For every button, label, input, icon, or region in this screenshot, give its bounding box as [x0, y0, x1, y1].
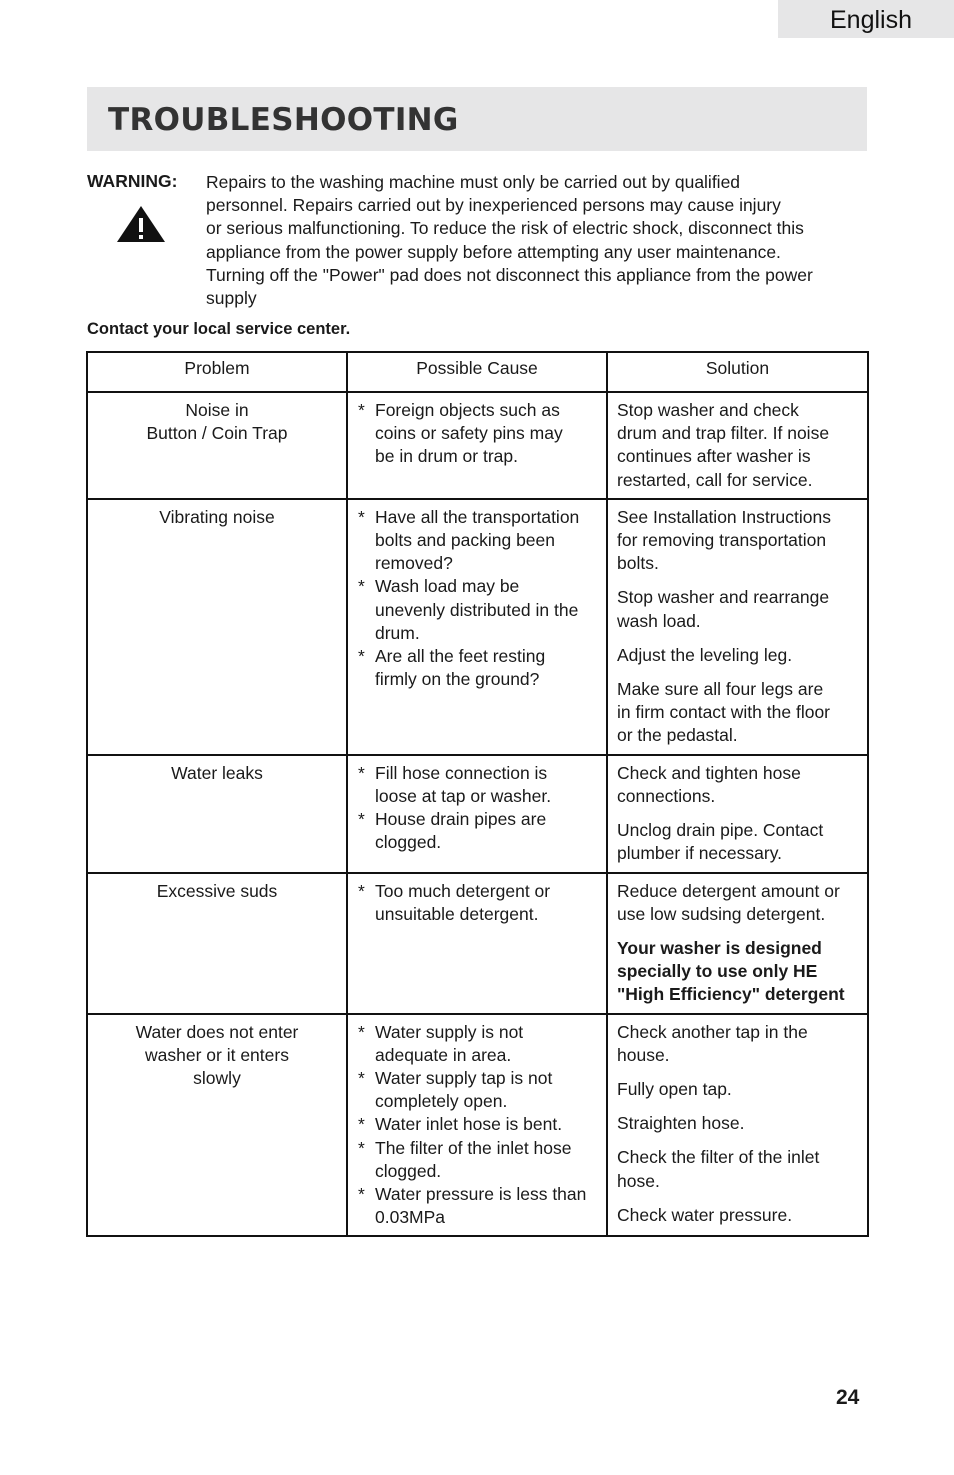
cause-text: Have all the transportation bolts and packing been removed?: [375, 506, 580, 574]
solution-item: Your washer is designed specially to use only HE "High Efficiency" detergent: [617, 938, 845, 1005]
solution-item: Stop washer and check drum and trap filter. If noise continues after washer is restarted, call for service.: [617, 400, 830, 490]
table-row: [87, 499, 868, 755]
solution-item: Check the filter of the inlet hose.: [617, 1147, 820, 1191]
cause-text: Water supply is not adequate in area.: [375, 1021, 524, 1065]
solution-item: Check and tighten hose connections.: [617, 762, 801, 807]
solution-item: Check another tap in the house.: [617, 1021, 808, 1065]
problem-cell: Vibrating noise: [87, 499, 347, 755]
header-problem: Problem: [87, 352, 347, 392]
problem-cell: Noise in Button / Coin Trap: [87, 392, 347, 499]
header-possible-cause: Possible Cause: [347, 352, 607, 392]
solution-cell: [607, 499, 868, 755]
page-number: 24: [836, 1386, 860, 1409]
cause-text: The filter of the inlet hose clogged.: [375, 1137, 572, 1181]
cause-item: [358, 1113, 600, 1136]
bullet-asterisk: *: [358, 1068, 365, 1089]
solution-item: Check water pressure.: [617, 1204, 793, 1225]
problem-cell: Water leaks: [87, 755, 347, 873]
cause-item: [358, 575, 600, 645]
bullet-asterisk: *: [358, 400, 365, 420]
solution-item: Make sure all four legs are in firm contact with the floor or the pedastal.: [617, 679, 830, 746]
cause-item: [358, 1183, 600, 1229]
table-row: [87, 392, 868, 499]
cause-item: [358, 399, 600, 469]
cause-text: Foreign objects such as coins or safety pins may be in drum or trap.: [375, 400, 563, 467]
solution-cell: [607, 873, 868, 1014]
cause-text: Too much detergent or unsuitable detergent.: [375, 880, 551, 924]
problem-cell: Excessive suds: [87, 873, 347, 1014]
solution-cell: [607, 1014, 868, 1237]
cause-item: [358, 762, 600, 808]
header-solution: Solution: [607, 352, 868, 392]
bullet-asterisk: *: [358, 506, 365, 527]
bullet-asterisk: *: [358, 646, 365, 667]
table-row: [87, 873, 868, 1014]
table-row: [87, 1014, 868, 1237]
cause-item: [358, 1067, 600, 1113]
solution-cell: [607, 755, 868, 873]
troubleshooting-table: [86, 351, 869, 1237]
contact-note: Contact your local service center.: [87, 320, 351, 338]
cause-text: Water pressure is less than 0.03MPa: [375, 1184, 587, 1228]
language-tab: English: [778, 0, 954, 38]
solution-item: Stop washer and rearrange wash load.: [617, 587, 830, 631]
bullet-asterisk: *: [358, 762, 365, 783]
cause-text: House drain pipes are clogged.: [375, 809, 547, 853]
problem-cell: Water does not enter washer or it enters slowly: [87, 1014, 347, 1237]
table-header-row: [87, 352, 868, 392]
cause-item: [358, 506, 600, 576]
title-bar: [87, 87, 867, 151]
cause-item: [358, 1137, 600, 1183]
bullet-asterisk: *: [358, 880, 365, 901]
cause-text: Water inlet hose is bent.: [375, 1114, 563, 1135]
bullet-asterisk: *: [358, 1114, 365, 1135]
cause-text: Wash load may be unevenly distributed in the drum.: [375, 576, 579, 643]
cause-cell: [347, 499, 607, 755]
cause-cell: [347, 392, 607, 499]
solution-item: Straighten hose.: [617, 1113, 745, 1134]
cause-cell: [347, 755, 607, 873]
bullet-asterisk: *: [358, 1137, 365, 1158]
bullet-asterisk: *: [358, 1021, 365, 1042]
cause-text: Fill hose connection is loose at tap or washer.: [375, 762, 552, 807]
solution-item: See Installation Instructions for removing transportation bolts.: [617, 506, 832, 574]
bullet-asterisk: *: [358, 1184, 365, 1205]
page-title: TROUBLESHOOTING: [108, 102, 459, 138]
cause-text: Water supply tap is not completely open.: [375, 1068, 553, 1112]
table-body: [87, 392, 868, 1236]
solution-item: Reduce detergent amount or use low sudsing detergent.: [617, 880, 840, 924]
cause-text: Are all the feet resting firmly on the ground?: [375, 646, 546, 690]
warning-triangle-icon: [116, 205, 166, 243]
warning-text: Repairs to the washing machine must only be carried out by qualified personnel. Repairs carried out by inexperienced persons may cause injury or serious malfunctioning. To reduce the risk of electric shock, disconnect this appliance from the power supply before attempting any user maintenance. Turning off the "Power" pad does not disconnect this appliance from the power supply: [206, 172, 813, 309]
bullet-asterisk: *: [358, 809, 365, 830]
warning-label: WARNING:: [87, 171, 178, 191]
solution-cell: [607, 392, 868, 499]
cause-item: [358, 808, 600, 854]
solution-item: Unclog drain pipe. Contact plumber if necessary.: [617, 820, 824, 864]
solution-item: Fully open tap.: [617, 1079, 732, 1100]
cause-item: [358, 1021, 600, 1067]
cause-cell: [347, 1014, 607, 1237]
solution-item: Adjust the leveling leg.: [617, 644, 793, 665]
cause-item: [358, 880, 600, 926]
table-row: [87, 755, 868, 873]
cause-item: [358, 645, 600, 691]
bullet-asterisk: *: [358, 576, 365, 597]
cause-cell: [347, 873, 607, 1014]
